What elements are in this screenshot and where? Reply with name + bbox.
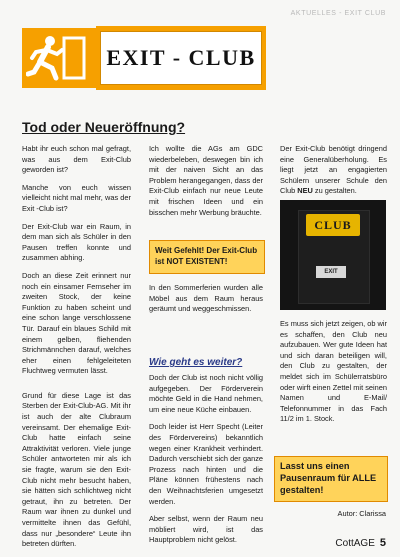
column-3-top (280, 144, 387, 204)
exit-plate: EXIT (316, 266, 346, 278)
text: zu gestalten. (312, 186, 357, 196)
callout-box: Weit Gefehlt! Der Exit-Club ist NOT EXISTENT! (149, 240, 265, 274)
section-header: AKTUELLES - EXIT CLUB (290, 10, 386, 17)
paragraph: Es muss sich jetzt zeigen, ob wir es schaffen, den Club neu aufzubauen. Wer gute Ideen hat und sich daran beteiligen will, den Club zu gestalten, der meldet sich im Schülerratsbüro oder wirft einen Zettel mit seinen Namen und E-Mail/ Telefonnummer in das Fach 11/2 im 1. Stock. (280, 319, 387, 424)
column-2-top (149, 144, 263, 225)
paragraph: Ich wollte die AGs am GDC wiederbeleben, deswegen bin ich mit der naiven Sicht an das Problem herangegangen, dass der Exit-Club einfach nur neue Leute mit frischen Ideen und ein bisschen mehr Werbung bräuchte. (149, 144, 263, 217)
running-man-icon (26, 32, 90, 84)
text: Der Exit-Club benötigt dringend eine Generalüberholung. Es liegt jetzt an engagierten Schülern unserer Schule den Club (280, 144, 387, 196)
page-footer (335, 537, 386, 549)
magazine-name: CottAGE (335, 538, 375, 549)
paragraph: Doch an diese Zeit erinnert nur noch ein einsamer Fernseher im zweiten Stock, der keine Funktion zu haben scheint und eine schon lange verschlossene Tür. Darauf ein blaues Schild mit einem gelben, fliehenden Strichmännchen darauf, welches eher einen fehlgeleiteten Fluchtweg vermuten lässt. (22, 270, 131, 376)
page-number: 5 (379, 537, 386, 549)
emphasis: NEU (297, 186, 313, 196)
paragraph (280, 144, 387, 197)
club-sign-text: CLUB (314, 217, 352, 232)
paragraph: Aber selbst, wenn der Raum neu möbliert wird, ist das Hauptproblem nicht gelöst. (149, 514, 263, 545)
call-to-action-box: Lasst uns einen Pausenraum für ALLE gestalten! (274, 456, 388, 502)
column-1 (22, 144, 131, 557)
column-2-bottom (149, 373, 263, 553)
club-sign (306, 214, 360, 236)
column-2-mid (149, 283, 263, 322)
banner-title: EXIT - CLUB (106, 45, 256, 70)
banner (100, 31, 262, 85)
paragraph: Grund für diese Lage ist das Sterben der Exit-Club-AG. Mit ihr ist auch der alte Clubraum vereinsamt. Der ehemalige Exit-Club hatte einfach seine Attraktivität verloren. Viele junge Schüler antworteten mir als ich sie fragte, warum sie den Exit-Club nicht mehr besucht haben, sie hätten sich schlichtweg nicht getraut, ihn zu betreten. Der Raum war ihnen zu dunkel und vermittelte ihnen das Gefühl, dass nur „besondere“ Leute ihn betreten dürften. (22, 390, 131, 549)
paragraph: Der Exit-Club war ein Raum, in dem man sich als Schüler in den Pausen treffen konnte und zusammen abhing. (22, 221, 131, 263)
section-subheading: Wie geht es weiter? (149, 357, 243, 368)
paragraph: Manche von euch wissen vielleicht nicht mal mehr, was der Exit -Club ist? (22, 182, 131, 213)
paragraph: Doch der Club ist noch nicht völlig aufgegeben. Der Förderverein möchte Geld in die Hand nehmen, um eine neue Küche einbauen. (149, 373, 263, 414)
club-door-photo (280, 200, 386, 310)
paragraph: Habt ihr euch schon mal gefragt, was aus dem Exit-Club geworden ist? (22, 144, 131, 175)
column-3-bottom (280, 319, 387, 432)
paragraph: In den Sommerferien wurden alle Möbel aus dem Raum heraus geräumt und weggeschmissen. (149, 283, 263, 314)
paragraph: Doch leider ist Herr Specht (Leiter des Fördervereins) bekanntlich wegen einer Krankheit verhindert. Dadurch verschiebt sich der ganze Prozess nach hinten und die Pläne können frühestens nach den Weihnachtsferien umgesetzt werden. (149, 422, 263, 506)
author-credit: Autor: Clarissa (337, 509, 386, 518)
article-headline: Tod oder Neueröffnung? (22, 119, 186, 135)
